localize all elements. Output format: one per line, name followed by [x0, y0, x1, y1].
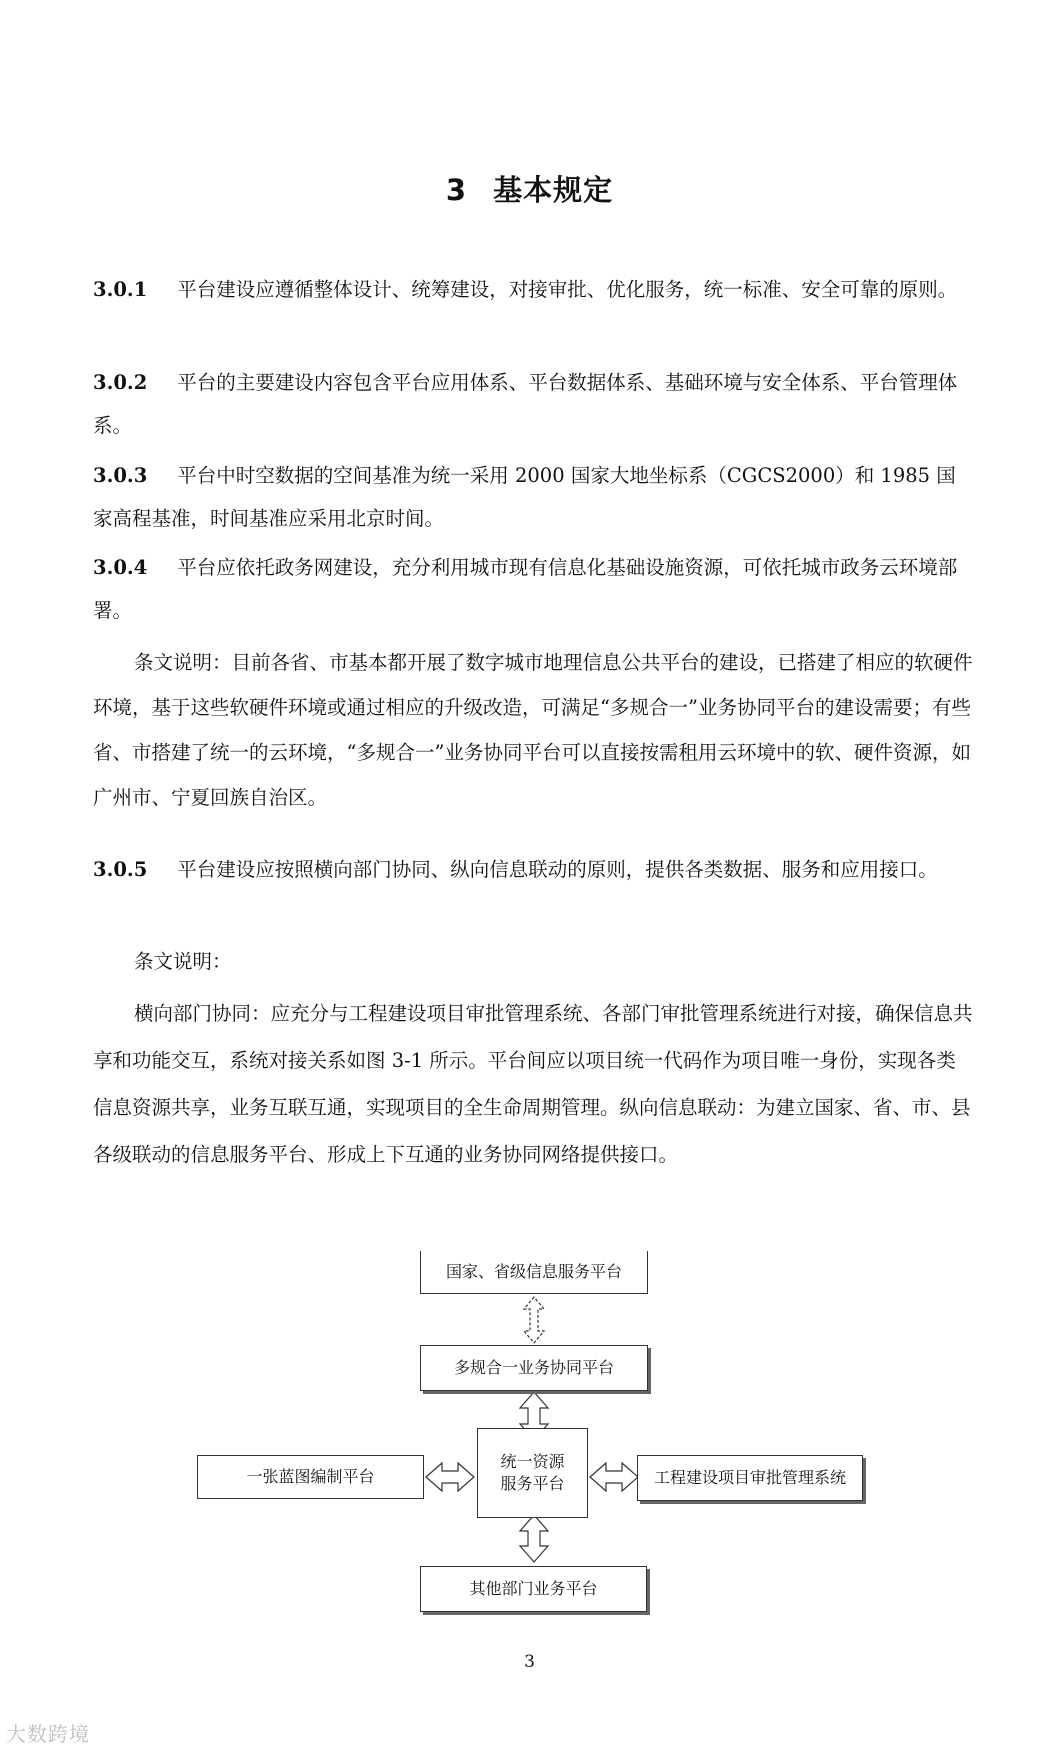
clause-text: 平台建设应遵循整体设计、统筹建设，对接审批、优化服务，统一标准、安全可靠的原则。: [177, 278, 958, 301]
center-line-2: 服务平台: [500, 1474, 565, 1493]
page-number: 3: [524, 1652, 535, 1672]
clause-number: 3.0.1: [93, 278, 148, 301]
center-line-1: 统一资源: [500, 1452, 565, 1471]
clause-number: 3.0.3: [93, 464, 148, 487]
box-multi-plan-platform: 多规合一业务协同平台: [420, 1345, 648, 1391]
clause-number: 3.0.4: [93, 556, 148, 579]
box-blueprint-platform: 一张蓝图编制平台: [197, 1455, 424, 1499]
explanatory-note-2-label: 条文说明：: [134, 950, 232, 973]
double-arrow-left: [426, 1463, 474, 1491]
box-national-provincial-platform: 国家、省级信息服务平台: [420, 1251, 648, 1294]
explanatory-note-1: 条文说明：目前各省、市基本都开展了数字城市地理信息公共平台的建设，已搭建了相应的软硬件环境，基于这些软硬件环境或通过相应的升级改造，可满足“多规合一”业务协同平台的建设需要；有些省、市搭建了统一的云环境，“多规合一”业务协同平台可以直接按需租用云环境中的软、硬件资源，如广州市、宁夏回族自治区。: [93, 651, 973, 809]
clause-text: 平台建设应按照横向部门协同、纵向信息联动的原则，提供各类数据、服务和应用接口。: [177, 858, 938, 881]
clause-text: 平台应依托政务网建设，充分利用城市现有信息化基础设施资源，可依托城市政务云环境部署。: [93, 556, 958, 622]
clause-text: 平台中时空数据的空间基准为统一采用 2000 国家大地坐标系（CGCS2000）和 1985 国家高程基准，时间基准应采用北京时间。: [93, 464, 956, 530]
chapter-number: 3: [445, 173, 468, 207]
watermark: 大数跨境: [6, 1722, 90, 1746]
box-unified-resource-platform: [477, 1428, 588, 1518]
double-arrow-right: [590, 1463, 638, 1491]
clause-number: 3.0.2: [93, 371, 148, 394]
dashed-double-arrow: [524, 1297, 544, 1343]
chapter-title: 基本规定: [493, 173, 614, 207]
box-project-approval-system: 工程建设项目审批管理系统: [637, 1455, 863, 1501]
box-other-department-platform: 其他部门业务平台: [420, 1566, 647, 1612]
clause-number: 3.0.5: [93, 858, 148, 881]
explanatory-note-2-body: 横向部门协同：应充分与工程建设项目审批管理系统、各部门审批管理系统进行对接，确保信息共享和功能交互，系统对接关系如图 3-1 所示。平台间应以项目统一代码作为项目唯一身份，实现各类信息资源共享，业务互联互通，实现项目的全生命周期管理。纵向信息联动：为建立国家、省、市、县各级联动的信息服务平台、形成上下互通的业务协同网络提供接口。: [93, 1002, 973, 1166]
double-arrow-center-bottom: [520, 1515, 548, 1562]
clause-text: 平台的主要建设内容包含平台应用体系、平台数据体系、基础环境与安全体系、平台管理体系。: [93, 371, 958, 437]
